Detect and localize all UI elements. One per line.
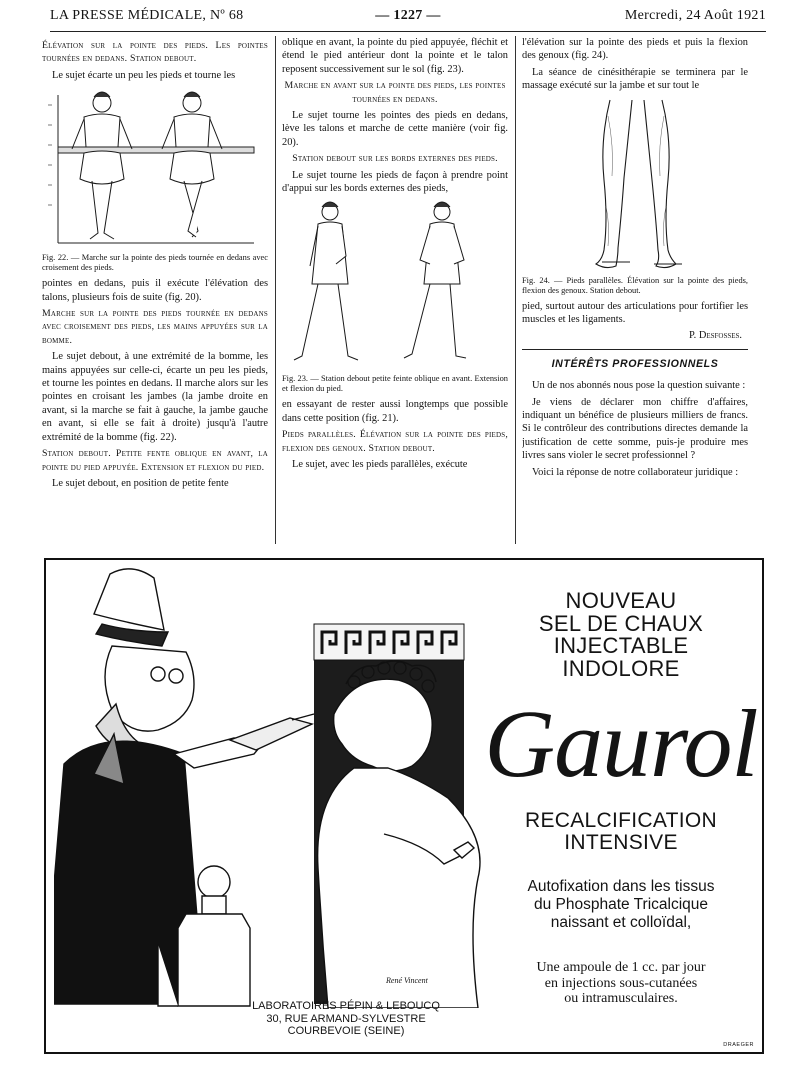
column-3 (522, 36, 748, 546)
figure-23-caption: Fig. 23. — Station debout petite feinte oblique en avant. Extension et flexion du pied. (282, 374, 508, 394)
figure-23-illustration (284, 198, 506, 372)
subheading: Pieds parallèles. Élévation sur la pointe des pieds, flexion des genoux. Station debout. (282, 429, 508, 454)
paragraph: pied, surtout autour des articulations pour fortifier les muscles et les ligaments. (522, 300, 748, 326)
paragraph: Voici la réponse de notre collaborateur juridique : (532, 466, 739, 478)
subheading: Marche sur la pointe des pieds tournée en dedans avec croisement des pieds, les mains appuyées sur la bomme. (42, 308, 268, 346)
subheading: Station debout. Petite fente oblique en avant, la pointe du pied appuyée. Extension et flexion du pied. (42, 448, 268, 473)
section-title: INTÉRÊTS PROFESSIONNELS (551, 357, 719, 370)
page-number: — 1227 — (375, 8, 441, 23)
paragraph: en essayant de rester aussi longtemps que possible dans cette position (fig. 21). (282, 399, 508, 424)
ad-line: NOUVEAU (565, 588, 677, 613)
paragraph: l'élévation sur la pointe des pieds et puis la flexion des genoux (fig. 24). (522, 37, 748, 62)
ad-description-line: naissant et colloïdal, (550, 914, 692, 931)
page-header (50, 6, 766, 28)
printer-credit: DRAEGER (723, 1042, 754, 1048)
paragraph: oblique en avant, la pointe du pied appuyée, fléchit et étend le pied antérieur dont la pointe et le talon reposent successivement sur le sol (fig. 23). (282, 37, 508, 75)
lab-city: COURBEVOIE (SEINE) (287, 1025, 405, 1038)
ad-description-line: du Phosphate Tricalcique (533, 896, 709, 913)
paragraph: pointes en dedans, puis il exécute l'élévation des talons, plusieurs fois de suite (fig. 20). (42, 278, 268, 303)
ad-line: INJECTABLE (553, 633, 689, 658)
paragraph: Le sujet debout, à une extrémité de la bomme, les mains appuyées sur celle-ci, écarte un peu les pieds, et tourne les pointes en dedans. Il marche alors sur les pointes en croisant les jambes (la jambe droite en avant, si la marche se fait à gauche, la jambe gauche en avant, si elle se fait à droite) jusqu'à l'autre extrémité de la bomme (fig. 22). (42, 351, 268, 443)
brand-logo: Gaurol (484, 690, 758, 797)
advertisement-copy (478, 590, 764, 1007)
ad-dosage (478, 960, 764, 1007)
lab-name: LABORATOIRES PÉPIN & LEBOUCQ (252, 1000, 440, 1012)
author-signature: P. Desfosses. (689, 330, 742, 342)
paragraph: Le sujet tourne les pointes des pieds en dedans, lève les talons et marche de cette manière (voir fig. 20). (282, 110, 508, 148)
gaurol-advertisement (44, 558, 764, 1054)
ad-dosage-line: Une ampoule de 1 cc. par jour (536, 960, 706, 975)
laboratory-address (226, 1000, 466, 1038)
advertisement-illustration (54, 564, 494, 1008)
figure-22-illustration (44, 85, 266, 251)
header-rule (50, 31, 766, 32)
ad-dosage-line: ou intramusculaires. (564, 991, 678, 1006)
section-rule (522, 349, 748, 350)
paragraph: Le sujet tourne les pieds de façon à prendre point d'appui sur les bords externes des pieds, (282, 169, 508, 195)
artist-signature: René Vincent (386, 976, 428, 985)
subheading: Élévation sur la pointe des pieds. Les pointes tournées en dedans. Station debout. (42, 40, 268, 65)
ad-description (478, 878, 764, 932)
column-rule (515, 36, 516, 544)
paragraph: La séance de cinésithérapie se terminera par le massage exécuté sur la jambe et sur tout le (522, 66, 748, 92)
subheading: Marche en avant sur la pointe des pieds, les pointes tournées en dedans. (284, 80, 506, 105)
paragraph: Le sujet écarte un peu les pieds et tourne les (52, 69, 236, 81)
column-rule (275, 36, 276, 544)
ad-line: INTENSIVE (564, 831, 678, 854)
paragraph: Je viens de déclarer mon chiffre d'affaires, indiquant un bénéfice de plusieurs milliers de francs. Si le contrôleur des contributions directes demande la justification de cette somme, puis-je produire mes livres sans violer le secret professionnel ? (522, 396, 748, 462)
paragraph: Le sujet debout, en position de petite fente (52, 477, 229, 489)
column-2 (282, 36, 508, 546)
figure-22-caption: Fig. 22. — Marche sur la pointe des pieds tournée en dedans avec croisement des pieds. (42, 253, 268, 273)
figure-24-illustration (524, 96, 746, 274)
journal-title: LA PRESSE MÉDICALE, Nº 68 (50, 8, 244, 23)
ad-line: INDOLORE (562, 655, 680, 681)
paragraph: Un de nos abonnés nous pose la question suivante : (532, 380, 746, 392)
subheading: Station debout sur les bords externes des pieds. (292, 153, 498, 165)
paragraph: Le sujet, avec les pieds parallèles, exécute (292, 459, 468, 471)
ad-line: RECALCIFICATION (525, 809, 717, 832)
ad-line: SEL DE CHAUX (538, 610, 704, 636)
ad-description-line: Autofixation dans les tissus (527, 878, 715, 895)
lab-street: 30, RUE ARMAND-SYLVESTRE (266, 1012, 426, 1025)
ad-dosage-line: en injections sous-cutanées (544, 975, 698, 991)
issue-date: Mercredi, 24 Août 1921 (624, 8, 766, 23)
figure-24-caption: Fig. 24. — Pieds parallèles. Élévation sur la pointe des pieds, flexion des genoux. Station debout. (522, 275, 748, 295)
column-1 (42, 36, 268, 546)
